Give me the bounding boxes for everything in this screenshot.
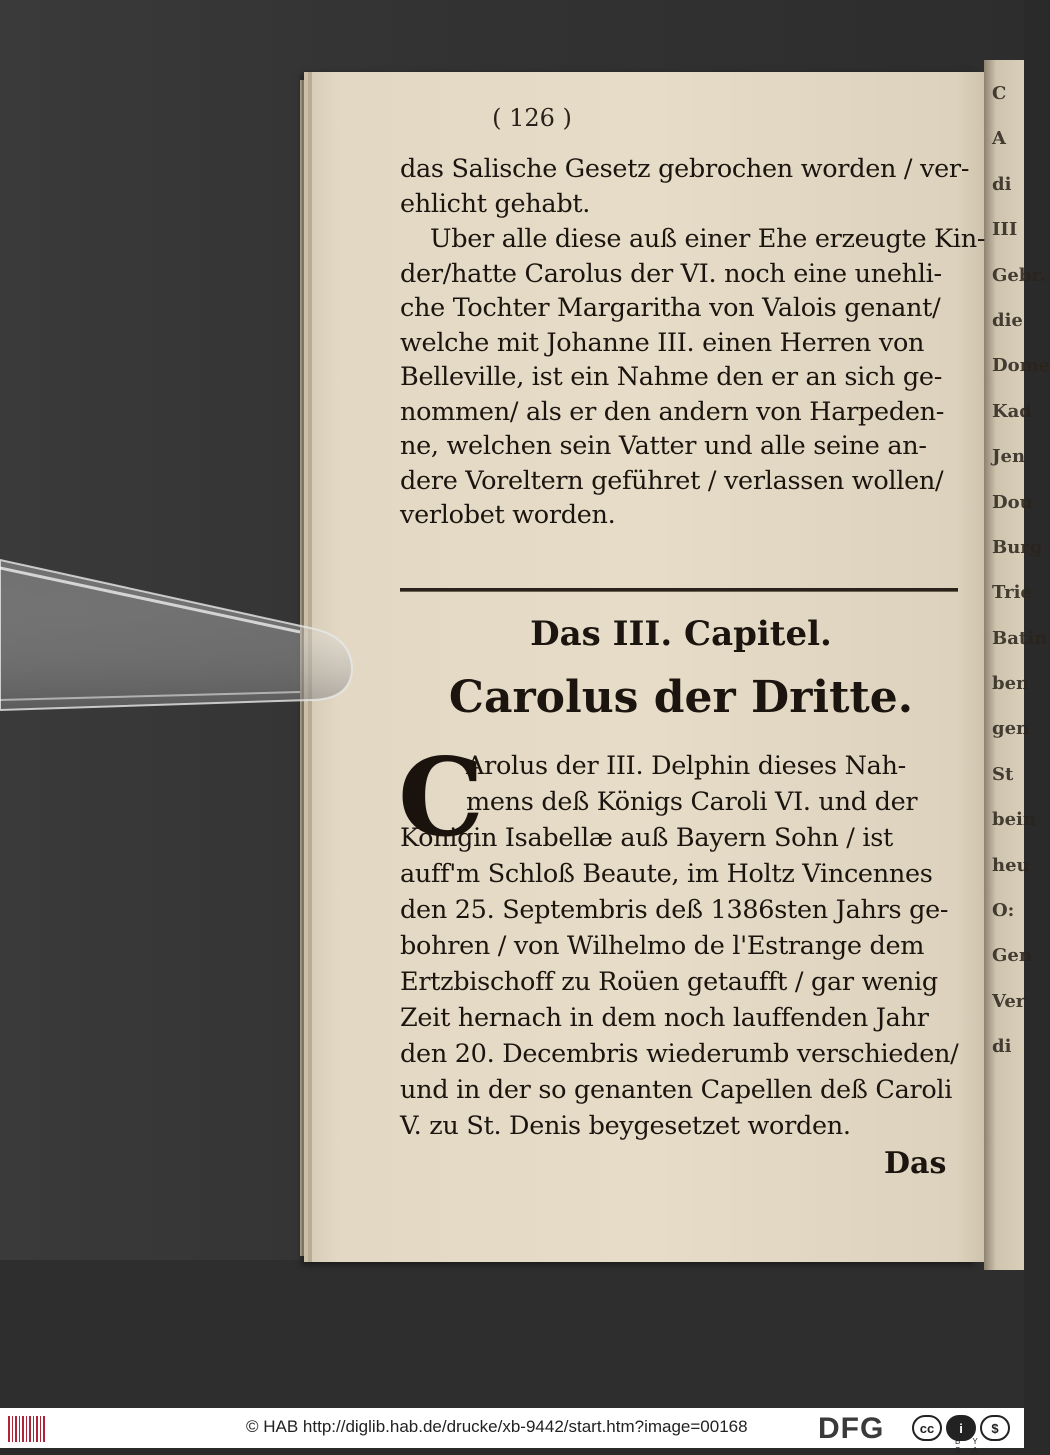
facing-page-fragment: Kad — [992, 400, 1032, 422]
text-line: und in der so genanten Capellen deß Caroli — [400, 1075, 953, 1105]
paragraph-2 — [400, 222, 986, 533]
chapter-title: Carolus der Dritte. — [448, 672, 914, 723]
paragraph-1 — [400, 152, 970, 221]
text-line: den 25. Septembris deß 1386sten Jahrs ge- — [400, 895, 949, 925]
facing-page-fragment: ben — [992, 673, 1030, 695]
facing-page-fragment: Gebr. — [992, 264, 1046, 286]
facing-page-fragment: die — [992, 309, 1023, 331]
drop-capital: C — [398, 735, 484, 861]
text-line: che Tochter Margaritha von Valois genant/ — [400, 293, 941, 323]
sa-icon: $ — [980, 1415, 1010, 1441]
facing-page-fragment: Dou — [992, 491, 1033, 513]
text-line: nommen/ als er den andern von Harpeden- — [400, 396, 945, 427]
text-line: ehlicht gehabt. — [400, 188, 591, 219]
facing-page — [984, 60, 1050, 1270]
paragraph-3 — [398, 735, 962, 1144]
facing-page-fragment: A — [992, 128, 1006, 150]
facing-page-fragment: Jen — [992, 446, 1026, 468]
footer-bar — [0, 1408, 1024, 1455]
facing-page-fragment: C — [992, 83, 1007, 104]
text-line: Arolus der III. Delphin dieses Nah- — [466, 751, 906, 781]
text-line: dere Voreltern geführet / verlassen wollen/ — [400, 465, 944, 496]
facing-page-fragment: di — [992, 1036, 1012, 1058]
facing-page-fragment: gen — [992, 718, 1030, 740]
facing-page-fragment: di — [992, 173, 1012, 195]
text-line: welche mit Johanne III. einen Herren von — [400, 327, 925, 358]
facing-page-fragment: bein — [992, 809, 1036, 831]
divider-rule — [400, 588, 958, 592]
facing-page-fragment: St — [992, 763, 1014, 785]
facing-page-fragment: Gen — [992, 945, 1032, 967]
facing-page-fragment: Ver — [992, 990, 1026, 1012]
text-line: auff'm Schloß Beaute, im Holtz Vincennes — [400, 859, 933, 889]
text-line: Uber alle diese auß einer Ehe erzeugte Kin- — [430, 224, 986, 254]
facing-page-fragment: Trie — [992, 582, 1032, 604]
copyright-link[interactable]: © HAB http://diglib.hab.de/drucke/xb-9442/start.htm?image=00168 — [246, 1417, 748, 1436]
text-line: verlobet worden. — [400, 500, 616, 530]
background-bottom — [0, 1260, 1024, 1408]
text-line: ne, welchen sein Vatter und alle seine an- — [400, 431, 927, 461]
facing-page-fragment: III — [992, 219, 1018, 241]
chapter-heading: Das III. Capitel. — [530, 614, 832, 654]
text-line: V. zu St. Denis beygesetzet worden. — [400, 1111, 851, 1141]
facing-page-fragment: Burg — [992, 536, 1043, 558]
facing-page-fragment: Dome — [992, 355, 1050, 377]
barcode-icon — [8, 1416, 46, 1442]
text-line: bohren / von Wilhelmo de l'Estrange dem — [400, 931, 925, 961]
by-icon: i — [946, 1415, 976, 1441]
text-line: Zeit hernach in dem noch lauffenden Jahr — [400, 1003, 929, 1033]
facing-page-fragment: O: — [992, 900, 1015, 922]
text-line: Königin Isabellæ auß Bayern Sohn / ist — [400, 823, 893, 853]
facing-page-fragment: heu — [992, 854, 1030, 876]
text-line: mens deß Königs Caroli VI. und der — [466, 787, 918, 817]
dfg-logo: DFG — [818, 1412, 885, 1445]
text-line: Ertzbischoff zu Roüen getaufft / gar wenig — [400, 967, 938, 997]
text-line: der/hatte Carolus der VI. noch eine unehli- — [400, 258, 942, 289]
text-line: das Salische Gesetz gebrochen worden / ver- — [400, 154, 970, 184]
text-line: den 20. Decembris wiederumb verschieden/ — [400, 1039, 959, 1069]
cc-icon: cc — [912, 1415, 942, 1441]
glass-page-holder — [0, 560, 360, 720]
page-number: ( 126 ) — [492, 104, 572, 132]
catchword: Das — [884, 1146, 947, 1181]
license-labels: BY SA — [955, 1437, 990, 1455]
facing-page-fragment: Batin — [992, 627, 1048, 649]
text-line: Belleville, ist ein Nahme den er an sich ge- — [400, 362, 943, 392]
